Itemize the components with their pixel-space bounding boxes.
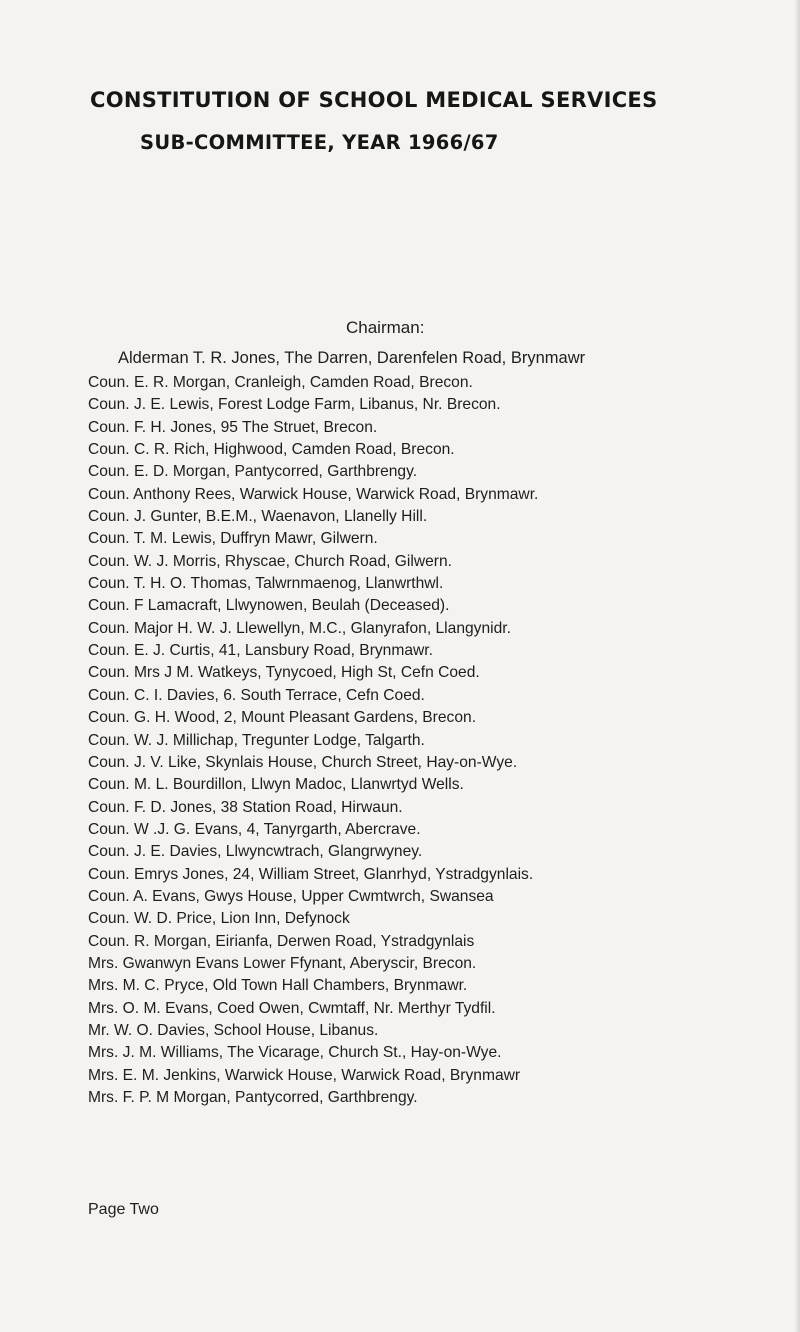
member-entry: Coun. J. Gunter, B.E.M., Waenavon, Llanelly Hill.	[88, 508, 428, 526]
members-list	[88, 372, 538, 1109]
member-entry: Coun. Mrs J M. Watkeys, Tynycoed, High St, Cefn Coed.	[88, 664, 480, 682]
member-entry: Coun. Anthony Rees, Warwick House, Warwick Road, Brynmawr.	[88, 485, 539, 503]
member-entry: Mrs. F. P. M Morgan, Pantycorred, Garthbrengy.	[88, 1089, 418, 1106]
member-entry: Coun. E. J. Curtis, 41, Lansbury Road, Brynmawr.	[88, 642, 433, 660]
member-entry: Coun. W. J. Millichap, Tregunter Lodge, Talgarth.	[88, 731, 425, 749]
chairman-label: Chairman:	[346, 318, 425, 337]
member-entry: Coun. J. V. Like, Skynlais House, Church Street, Hay-on-Wye.	[88, 753, 518, 771]
member-entry: Mrs. Gwanwyn Evans Lower Ffynant, Aberyscir, Brecon.	[88, 954, 477, 972]
document-title: CONSTITUTION OF SCHOOL MEDICAL SERVICES	[90, 88, 658, 112]
member-entry: Coun. Major H. W. J. Llewellyn, M.C., Glanyrafon, Llangynidr.	[88, 619, 511, 637]
member-entry: Coun. C. I. Davies, 6. South Terrace, Cefn Coed.	[88, 686, 425, 704]
member-entry: Mrs. E. M. Jenkins, Warwick House, Warwick Road, Brynmawr	[88, 1066, 521, 1084]
member-entry: Mrs. J. M. Williams, The Vicarage, Church St., Hay-on-Wye.	[88, 1044, 502, 1062]
member-entry: Coun. W. J. Morris, Rhyscae, Church Road, Gilwern.	[88, 552, 452, 570]
page-number: Page Two	[88, 1201, 159, 1218]
member-entry: Coun. G. H. Wood, 2, Mount Pleasant Gardens, Brecon.	[88, 709, 477, 727]
member-entry: Coun. F. D. Jones, 38 Station Road, Hirwaun.	[88, 798, 403, 816]
member-entry: Coun. J. E. Lewis, Forest Lodge Farm, Libanus, Nr. Brecon.	[88, 396, 501, 414]
member-entry: Coun. F Lamacraft, Llwynowen, Beulah (Deceased).	[88, 597, 450, 615]
member-entry: Mrs. O. M. Evans, Coed Owen, Cwmtaff, Nr. Merthyr Tydfil.	[88, 999, 496, 1017]
member-entry: Coun. R. Morgan, Eirianfa, Derwen Road, Ystradgynlais	[88, 932, 475, 950]
document-subtitle: SUB-COMMITTEE, YEAR 1966/67	[140, 131, 499, 154]
member-entry: Coun. J. E. Davies, Llwyncwtrach, Glangrwyney.	[88, 843, 423, 861]
member-entry: Coun. Emrys Jones, 24, William Street, Glanrhyd, Ystradgynlais.	[88, 865, 534, 883]
page-edge-shadow	[794, 0, 800, 1332]
member-entry: Mrs. M. C. Pryce, Old Town Hall Chambers, Brynmawr.	[88, 977, 468, 995]
member-entry: Coun. E. D. Morgan, Pantycorred, Garthbrengy.	[88, 463, 418, 481]
member-entry: Coun. F. H. Jones, 95 The Struet, Brecon.	[88, 418, 378, 436]
member-entry: Coun. W. D. Price, Lion Inn, Defynock	[88, 910, 350, 928]
member-entry: Coun. T. H. O. Thomas, Talwrnmaenog, Llanwrthwl.	[88, 575, 444, 593]
member-entry: Coun. E. R. Morgan, Cranleigh, Camden Road, Brecon.	[88, 374, 473, 391]
member-entry: Coun. W .J. G. Evans, 4, Tanyrgarth, Abercrave.	[88, 820, 421, 838]
member-entry: Coun. C. R. Rich, Highwood, Camden Road, Brecon.	[88, 441, 455, 459]
member-entry: Coun. T. M. Lewis, Duffryn Mawr, Gilwern.	[88, 530, 378, 548]
member-entry: Coun. A. Evans, Gwys House, Upper Cwmtwrch, Swansea	[88, 887, 494, 905]
member-entry: Coun. M. L. Bourdillon, Llwyn Madoc, Llanwrtyd Wells.	[88, 776, 464, 794]
member-entry: Mr. W. O. Davies, School House, Libanus.	[88, 1021, 379, 1039]
chairman-entry: Alderman T. R. Jones, The Darren, Darenfelen Road, Brynmawr	[118, 349, 586, 367]
